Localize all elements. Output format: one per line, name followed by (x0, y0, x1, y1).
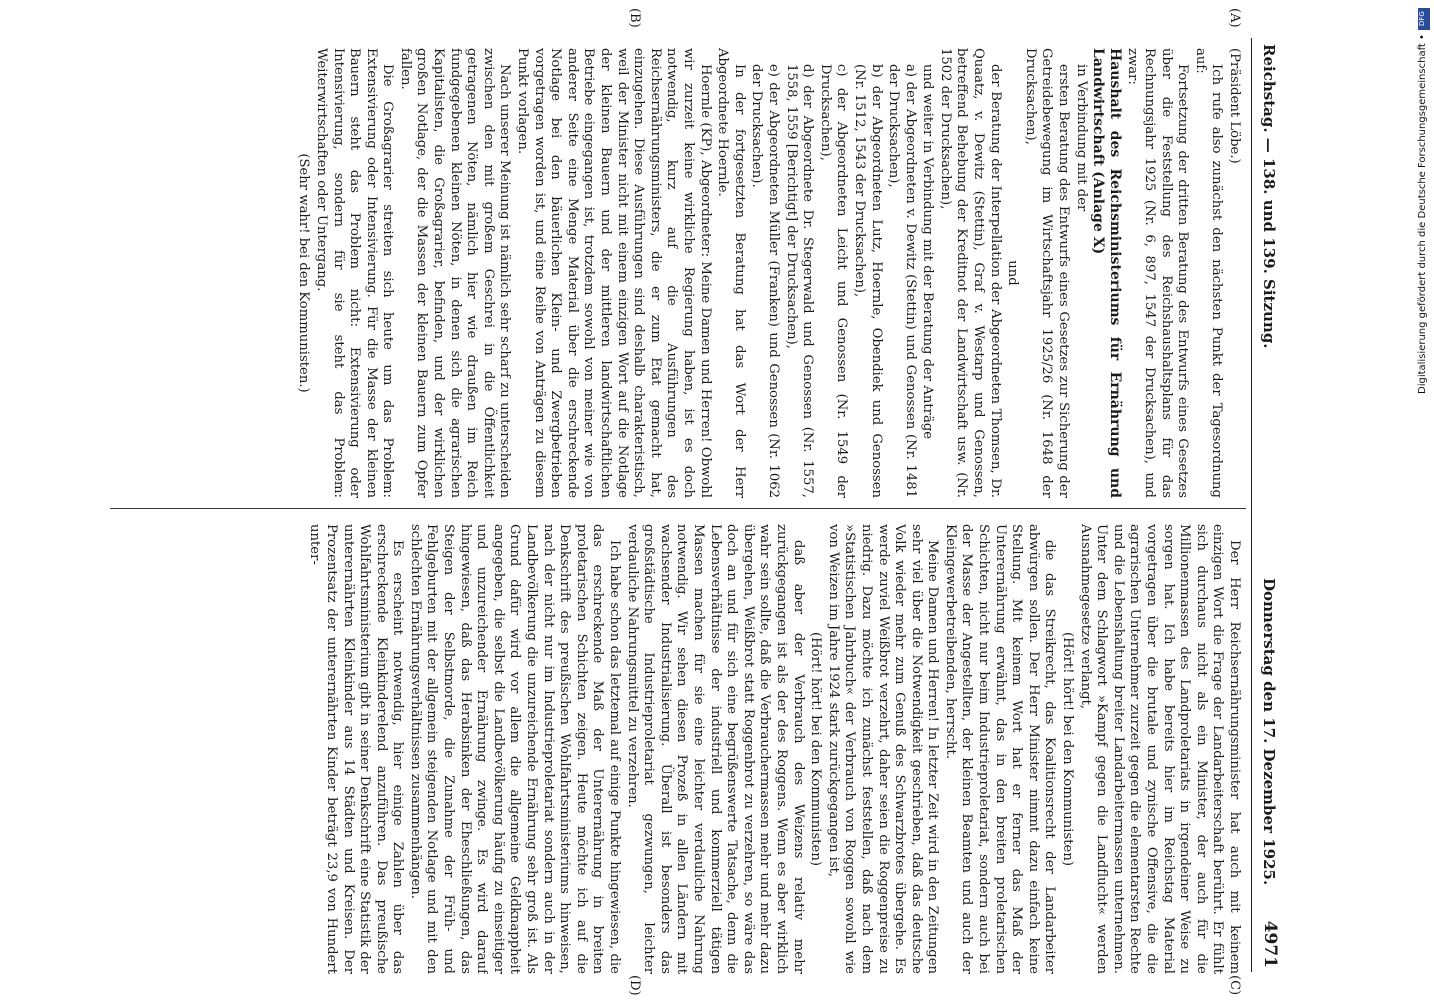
interjection: (Sehr wahr! bei den Kommunisten.) (296, 153, 312, 393)
list-item: d) der Abgeordnete Dr. Stegerwald und Genossen (Nr. 1557, 1558, 1559 [Berichtigt] der Drucksachen), (783, 64, 816, 498)
dfg-logo: DFG (1418, 8, 1430, 30)
paragraph: Fortsetzung der dritten Beratung des Entwurfs eines Gesetzes über die Feststellung des Reichshaushaltsplans für das Rechnungsjahr 1925 (Nr. 6, 897, 1547 der Drucksachen), und zwar: (1125, 48, 1191, 498)
scanned-page (80, 0, 1310, 1000)
paragraph: daß aber der Verbrauch des Weizens relativ mehr zurückgegangen ist als der des Roggens. Wenn es aber wirklich wahr sein sollte, daß die Verbrauchermassen mehr und mehr dazu übergehen, Weißbrot statt Roggenbrot zu verzehren, so wäre das doch an und für sich eine begrüßenswerte Tatsache, denn die Lebensverhältnisse der industriell und kommerziell tätigen Massen machen für sie eine leichter verdauliche Nahrung notwendig. Wir sehen diesen Prozeß in allen Ländern mit wachsender Industrialisierung. Überall ist besonders das großstädtische Industrieproletariat gezwungen, leichter verdauliche Nahrungsmittel zu verzehren. (624, 524, 806, 974)
right-column (112, 524, 1242, 974)
paragraph: Haushalt des Reichsministeriums für Ernährung und Landwirtschaft (Anlage X) (1090, 48, 1123, 498)
page-number: 4971 (1260, 920, 1280, 968)
paragraph: Die Großagrarier streiten sich heute um das Problem: Extensivierung oder Intensivierung. Für die Masse der kleinen Bauern steht das Problem nicht: Extensivierung oder Intensivierung, sondern für sie steht das Problem: Weiterwirtschaften oder Untergang. (313, 48, 396, 498)
list-item: a) der Abgeordneten v. Dewitz (Stettin) und Genossen (Nr. 1481 der Drucksachen), (886, 64, 918, 498)
list-item: c) der Abgeordneten Leicht und Genossen (Nr. 1549 der Drucksachen), (817, 64, 850, 498)
header-session: Reichstag. — 138. und 139. Sitzung. (1260, 44, 1278, 349)
paragraph: Nach unserer Meinung ist nämlich sehr scharf zu unterscheiden zwischen den mit großem Geschrei in die Öffentlichkeit getragenen Nöten, nämlich hier wie draußen im Reich fundgegebenen kleinen Nöten, in denen sich die agrarischen Kapitalisten, die Großagrarier, befinden, und der wirklichen großen Notlage, der die Massen der kleinen Bauern zum Opfer fallen. (397, 48, 513, 498)
paragraph: die das Streikrecht, das Koalitionsrecht der Landarbeiter abwürgen sollen. Der Herr Minister nimmt dazu einfach keine Stellung. Mit keinem Wort hat er ferner das Maß der Unterernährung erwähnt, das in den breiten proletarischen Schichten, nicht nur beim Industrieproletariat, sondern auch bei der Masse der Angestellten, der kleinen Beamten und auch der Kleingewerbetreibenden, herrscht. (942, 524, 1058, 974)
margin-letter-c: (C) (1227, 975, 1242, 996)
paragraph: in Verbindung mit der (1073, 64, 1089, 212)
page-content (102, 8, 1282, 996)
paragraph: ersten Beratung des Entwurfs eines Gesetzes zur Sicherung der Getreidebewegung im Wirtschaftsjahr 1925/26 (Nr. 1648 der Drucksachen), (1022, 48, 1072, 498)
running-head (1251, 38, 1282, 972)
left-column (112, 48, 1242, 498)
margin-letter-d: (D) (627, 975, 642, 996)
header-date: Donnerstag den 17. Dezember 1925. (1260, 578, 1278, 886)
paragraph: Ich rufe also zunächst den nächsten Punkt der Tagesordnung auf: (1192, 48, 1225, 498)
interjection: und (1005, 260, 1021, 286)
paragraph: und weiter in Verbindung mit der Beratung der Anträge (920, 64, 936, 440)
margin-letter-a: (A) (1227, 8, 1242, 28)
paragraph: Der Herr Reichsernährungsminister hat auch mit keinem einzigen Wort die Frage der Landarbeiterschaft berührt. Er fühlt sich durchaus nicht als ein Minister, der auch für die Millionenmassen des Landproletariats in irgendeiner Weise zu sorgen hat. Ich habe bereits hier im Reichstag Material vorgetragen über die brutale und zynische Offensive, die die agrarischen Unternehmer zurzeit gegen die elementarsten Rechte und die Lebenshaltung breiter Landarbeitermassen unternehmen. Unter dem Schlagwort »Kampf gegen die Landflucht« werden Ausnahmegesetze verlangt, (1077, 524, 1242, 974)
paragraph: Es erscheint notwendig, hier einige Zahlen über das erschreckende Kleinkinderelend anzuführen. Das preußische Wohlfahrtsministerium gibt in seiner Denkschrift eine Statistik der unterernährten Kleinkinder aus 14 Städten und Kreisen. Der Prozentsatz der unterernährten Kinder beträgt 23,9 von Hundert unter- (307, 524, 406, 974)
margin-letter-b: (B) (627, 8, 642, 28)
paragraph: In der fortgesetzten Beratung hat das Wort der Herr Abgeordnete Hoernle. (715, 48, 747, 498)
paragraph: der Beratung der Interpellation der Abgeordneten Thomsen, Dr. Quaatz, v. Dewitz (Stettin), Graf v. Westarp und Genossen, betreffend Behebung der Kreditnot der Landwirtschaft usw. (Nr. 1502 der Drucksachen), (937, 48, 1003, 498)
digitization-note: Digitalisierung gefördert durch die Deutsche Forschungsgemeinschaft • (1417, 34, 1428, 394)
interjection: (Hört! hört! bei den Kommunisten) (1060, 632, 1076, 866)
list-item: b) der Abgeordneten Lutz, Hoernle, Obendiek und Genossen (Nr. 1512, 1543 der Drucksachen), (851, 64, 884, 498)
paragraph: (Präsident Löbe.) (1227, 48, 1242, 164)
paragraph: Hoernle (KP), Abgeordneter: Meine Damen und Herren! Obwohl wir zurzeit keine wirkliche Regierung haben, ist es doch notwendig, kurz auf die Ausführungen des Reichsernährungsministers, die er zum Etat gemacht hat, einzugehen. Diese Ausführungen sind deshalb charakteristisch, weil der Minister nicht mit einem einzigen Wort auf die Notlage der kleinen Bauern und der mittleren landwirtschaftlichen Betriebe eingegangen ist, trotzdem sowohl von meiner wie von anderer Seite eine Menge Material über die erschreckende Notlage bei den bäuerlichen Klein- und Zwergbetrieben vorgetragen worden ist, und eine Reihe von Anträgen zu diesem Punkt vorlagen. (515, 48, 713, 498)
column-divider (110, 508, 1246, 509)
interjection: (Hört! hört! bei den Kommunisten) (808, 632, 824, 866)
list-item: e) der Abgeordneten Müller (Franken) und Genossen (Nr. 1062 der Drucksachen). (749, 64, 781, 498)
paragraph: Ich habe schon das letztemal auf einige Punkte hingewiesen, die das erschreckende Maß der Unterernährung in breiten proletarischen Schichten zeigen. Heute möchte ich auf die Denkschrift des preußischen Wohlfahrtsministeriums hinweisen, nach der nicht nur im Industrieproletariat sondern auch in der Landbevölkerung die unzureichende Ernährung sehr groß ist. Als Grund dafür wird vor allem die allgemeine Geldknappheit angegeben, die selbst die Landbevölkerung häufig zu einseitiger und unzureichender Ernährung zwinge. Es wird darauf hingewiesen, daß das Herabsinken der Eheschließungen, das Steigen der Selbstmorde, die Zunahme der Früh- und Fehlgeburten mit der allgemein steigenden Notlage und mit den schlechten Ernährungsverhältnissen zusammenhängen. (407, 524, 623, 974)
paragraph: Meine Damen und Herren! In letzter Zeit wird in den Zeitungen sehr viel über die Notwendigkeit geschrieben, daß das deutsche Volk wieder mehr zum Genuß des Schwarzbrotes übergehe. Es werde zuviel Weißbrot verzehrt, daher seien die Roggenpreise zu niedrig. Dazu möchte ich zunächst feststellen, daß nach dem »Statistischen Jahrbuch« der Verbrauch von Roggen sowohl wie von Weizen im Jahre 1924 stark zurückgegangen ist, (825, 524, 941, 974)
